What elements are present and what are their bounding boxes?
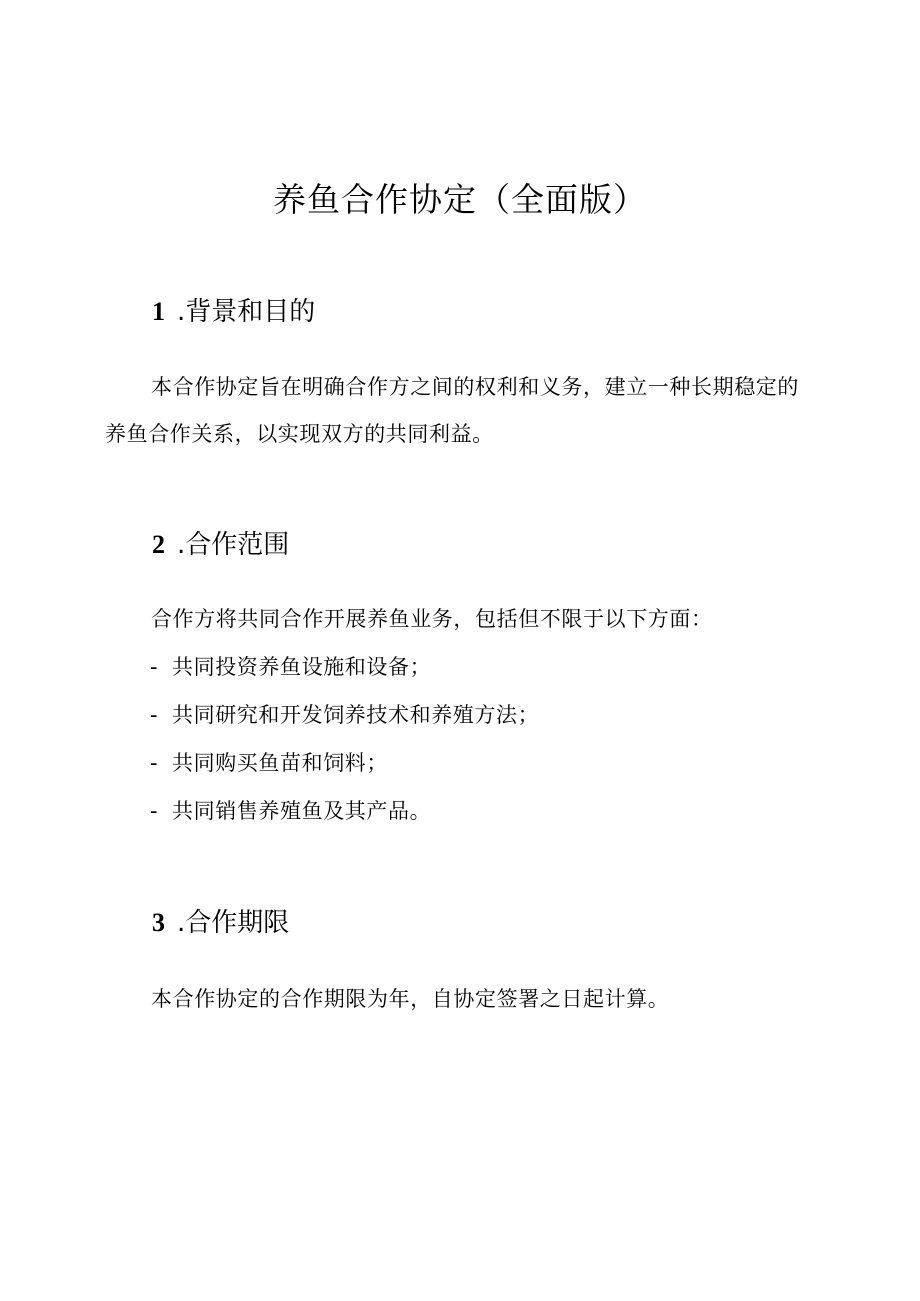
list-item-text: 共同投资养鱼设施和设备；	[172, 655, 432, 679]
list-item-text: 共同研究和开发饲养技术和养殖方法；	[172, 703, 540, 727]
section-2-heading	[152, 527, 289, 563]
section-1-heading	[152, 294, 315, 330]
section-3-number: 3	[152, 908, 165, 937]
document-title: 养鱼合作协定（全面版）	[273, 180, 647, 219]
list-item-text: 共同销售养殖鱼及其产品。	[172, 799, 432, 823]
list-item	[150, 796, 431, 826]
section-2-title: .合作范围	[177, 530, 290, 560]
section-3-paragraph: 本合作协定的合作期限为年，自协定签署之日起计算。	[151, 987, 670, 1011]
list-item	[150, 748, 388, 778]
list-dash: -	[150, 703, 159, 727]
list-dash: -	[150, 751, 159, 775]
list-dash: -	[150, 799, 159, 823]
section-1-paragraph: 本合作协定旨在明确合作方之间的权利和义务，建立一种长期稳定的养鱼合作关系，以实现双方的共同利益。	[105, 375, 799, 446]
list-dash: -	[150, 655, 159, 679]
list-item-text: 共同购买鱼苗和饲料；	[172, 751, 388, 775]
section-3-title: .合作期限	[177, 908, 290, 938]
section-1-number: 1	[152, 297, 165, 326]
section-2-intro: 合作方将共同合作开展养鱼业务，包括但不限于以下方面：	[151, 607, 713, 631]
section-1-title: .背景和目的	[177, 297, 316, 327]
list-item	[150, 700, 539, 730]
section-3-heading	[152, 905, 289, 941]
list-item	[150, 652, 431, 682]
section-2-number: 2	[152, 530, 165, 559]
